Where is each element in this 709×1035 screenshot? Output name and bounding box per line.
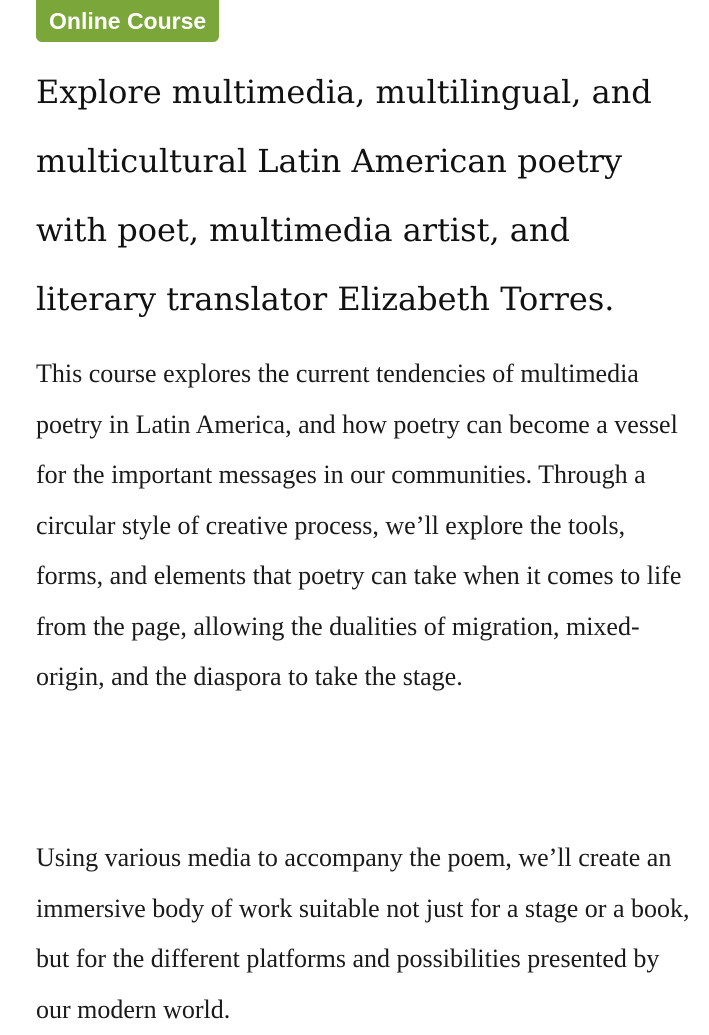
course-headline: Explore multimedia, multilingual, and multicultural Latin American poetry with poet, multimedia artist, and literary translator Elizabeth Torres. bbox=[36, 73, 652, 318]
course-description-paragraph-2: Using various media to accompany the poem, we’ll create an immersive body of work suitable not just for a stage or a book, but for the different platforms and possibilities presented by our modern world. bbox=[36, 843, 690, 1024]
online-course-badge: Online Course bbox=[36, 0, 219, 42]
course-description-paragraph-1: This course explores the current tendencies of multimedia poetry in Latin America, and how poetry can become a vessel for the important messages in our communities. Through a circular style of creative process, we’ll explore the tools, forms, and elements that poetry can take when it comes to life from the page, allowing the dualities of migration, mixed-origin, and the diaspora to take the stage. bbox=[36, 359, 682, 691]
